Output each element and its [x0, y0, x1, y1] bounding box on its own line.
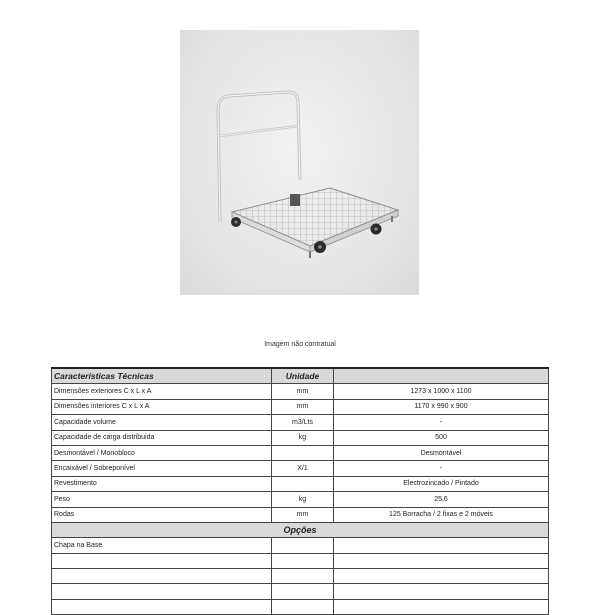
option-row [52, 599, 549, 614]
trolley-illustration [180, 30, 419, 295]
unit-cell: kg [272, 430, 334, 445]
unit-cell [272, 569, 334, 584]
unit-cell: mm [272, 507, 334, 522]
spec-name-cell [52, 599, 272, 614]
option-row [52, 553, 549, 568]
spec-name-cell: Rodas [52, 507, 272, 522]
spec-name-cell: Capacidade volume [52, 415, 272, 430]
options-title: Opções [52, 522, 549, 537]
spec-name-cell: Desmontável / Monobloco [52, 445, 272, 460]
unit-cell [272, 476, 334, 491]
value-cell: 25,6 [334, 492, 549, 507]
table-row [52, 399, 549, 414]
table-row [52, 415, 549, 430]
spec-name-cell: Encaixável / Sobreponível [52, 461, 272, 476]
table-row [52, 476, 549, 491]
spec-name-cell: Peso [52, 492, 272, 507]
product-photo [180, 30, 419, 295]
options-header-row [52, 522, 549, 537]
unit-cell [272, 445, 334, 460]
spec-name-cell [52, 553, 272, 568]
spec-name-cell: Chapa na Base [52, 538, 272, 553]
spec-name-cell: Características Técnicas [52, 368, 272, 384]
value-cell: 125 Borracha / 2 fixas e 2 móveis [334, 507, 549, 522]
unit-cell [272, 599, 334, 614]
value-cell [334, 584, 549, 599]
unit-cell: Unidade [272, 368, 334, 384]
spec-name-cell: Dimensões exteriores C x L x A [52, 384, 272, 399]
spec-name-cell: Dimensões interiores C x L x A [52, 399, 272, 414]
unit-cell [272, 538, 334, 553]
value-cell [334, 553, 549, 568]
unit-cell [272, 584, 334, 599]
value-cell: 1170 x 990 x 900 [334, 399, 549, 414]
value-cell [334, 569, 549, 584]
table-row [52, 430, 549, 445]
table-row [52, 384, 549, 399]
option-row [52, 538, 549, 553]
image-disclaimer: Imagem não contratual [264, 341, 336, 348]
value-cell: - [334, 415, 549, 430]
value-cell [334, 599, 549, 614]
table-row [52, 461, 549, 476]
unit-cell: mm [272, 384, 334, 399]
option-row [52, 584, 549, 599]
value-cell: 500 [334, 430, 549, 445]
value-cell [334, 538, 549, 553]
value-cell: Electrozincado / Pintado [334, 476, 549, 491]
spec-name-cell: Capacidade de carga distribuida [52, 430, 272, 445]
unit-cell: kg [272, 492, 334, 507]
table-row [52, 492, 549, 507]
spec-name-cell: Revestimento [52, 476, 272, 491]
table-row [52, 507, 549, 522]
table-row [52, 445, 549, 460]
spec-name-cell [52, 569, 272, 584]
value-cell: Desmontável [334, 445, 549, 460]
spec-name-cell [52, 584, 272, 599]
option-row [52, 569, 549, 584]
table-header-row [52, 368, 549, 384]
unit-cell: mm [272, 399, 334, 414]
unit-cell: m3/Lts [272, 415, 334, 430]
value-cell: 1273 x 1000 x 1100 [334, 384, 549, 399]
unit-cell: X/1 [272, 461, 334, 476]
value-cell [334, 368, 549, 384]
value-cell: - [334, 461, 549, 476]
unit-cell [272, 553, 334, 568]
specifications-table [51, 367, 549, 615]
